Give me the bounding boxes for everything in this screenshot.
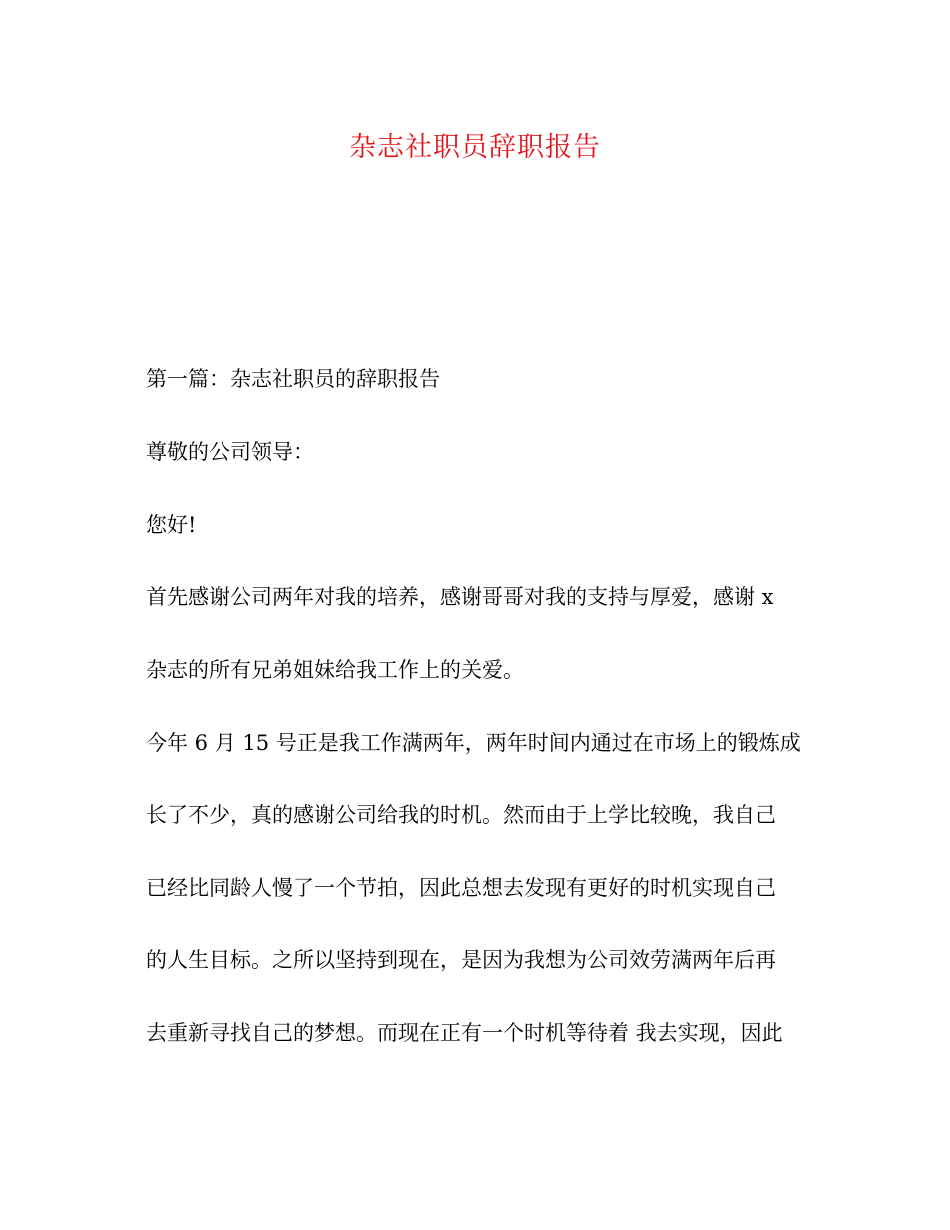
body-line: 去重新寻找自己的梦想。而现在正有一个时机等待着 我去实现，因此 [146,1021,783,1045]
body-line: 长了不少，真的感谢公司给我的时机。然而由于上学比较晚，我自己 [146,803,776,827]
body-line: 的人生目标。之所以坚持到现在，是因为我想为公司效劳满两年后再 [146,948,776,972]
body-line: 已经比同龄人慢了一个节拍，因此总想去发现有更好的时机实现自己 [146,876,776,900]
section-heading: 第一篇：杂志社职员的辞职报告 [146,367,440,391]
body-line: 杂志的所有兄弟姐妹给我工作上的关爱。 [146,658,524,682]
document-title: 杂志社职员辞职报告 [349,132,601,163]
body-line: 今年 6 月 15 号正是我工作满两年，两年时间内通过在市场上的锻炼成 [146,731,801,755]
body-line: 首先感谢公司两年对我的培养，感谢哥哥对我的支持与厚爱，感谢 x [146,585,774,609]
greeting: 您好! [146,513,197,537]
salutation: 尊敬的公司领导： [146,440,314,464]
